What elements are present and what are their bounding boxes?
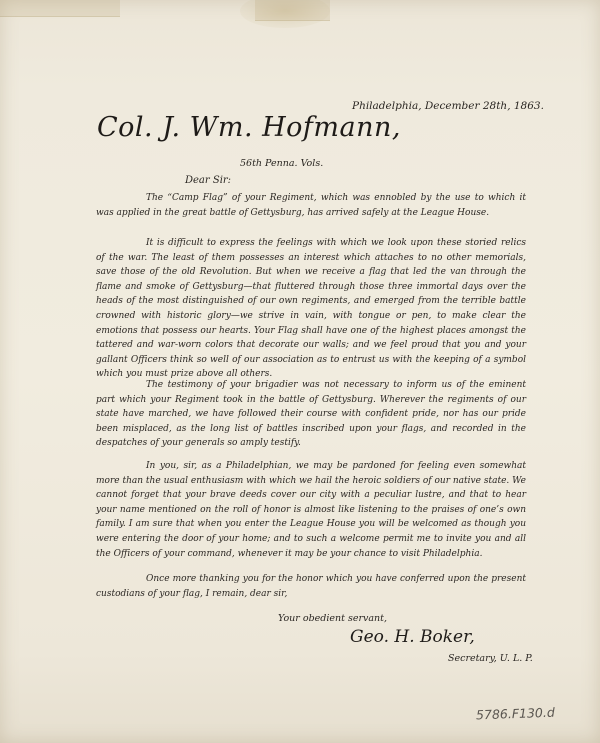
paper-stain xyxy=(240,0,330,28)
letter-salutation: Dear Sir: xyxy=(185,175,232,186)
signer-title: Secretary, U. L. P. xyxy=(448,653,533,664)
catalog-number: 5786.F130.d xyxy=(475,704,555,723)
letter-paragraph: In you, sir, as a Philadelphian, we may be pardoned for feeling even somewhat more than the usual enthusiasm with which we hail the heroic soldiers of our native state. We cannot forget that your brave deeds cover our city with a peculiar lustre, and that to hear your name mentioned on the roll of honor is almost like listening to the praises of one’s own family. I am sure that when you enter the League House you will be welcomed as though you were entering the door of your home; and to such a welcome permit me to invite you and all the Officers of your command, whenever it may be your chance to visit Philadelphia. xyxy=(96,461,526,559)
letter-paragraph: Once more thanking you for the honor which you have conferred upon the present custodians of your flag, I remain, dear sir, xyxy=(96,574,526,599)
addressee-regiment: 56th Penna. Vols. xyxy=(240,158,324,169)
letter-date: Philadelphia, December 28th, 1863. xyxy=(352,100,544,112)
letter-addressee: Col. J. Wm. Hofmann, xyxy=(97,112,401,143)
letter-paragraph: It is difficult to express the feelings with which we look upon these storied relics of the war. The least of them possesses an interest which attaches to no other memorials, save those of the old Revolution. But when we receive a flag that led the van through the flame and smoke of Gettysburg—that fluttered through those three immortal days over the heads of the most distinguished of our own regiments, and emerged from the terrible battle crowned with historic glory—we strive in vain, with tongue or pen, to make clear the emotions that possess our hearts. Your Flag shall have one of the highest places amongst the tattered and war-worn colors that decorate our walls; and we feel proud that you and your gallant Officers think so well of our association as to entrust us with the keeping of a symbol which you must prize above all others. xyxy=(96,238,526,380)
torn-top-edge xyxy=(0,0,120,17)
letter-signature: Geo. H. Boker, xyxy=(350,627,475,647)
letter-closing: Your obedient servant, xyxy=(278,613,387,624)
letter-paragraph: The testimony of your brigadier was not necessary to inform us of the eminent part which your Regiment took in the battle of Gettysburg. Wherever the regiments of our state have marched, we have followed their course with confident pride, nor has our pride been misplaced, as the long list of battles inscribed upon your flags, and recorded in the despatches of your generals so amply testify. xyxy=(96,380,526,449)
letter-paragraph: The “Camp Flag” of your Regiment, which was ennobled by the use to which it was applied in the great battle of Gettysburg, has arrived safely at the League House. xyxy=(96,193,526,218)
